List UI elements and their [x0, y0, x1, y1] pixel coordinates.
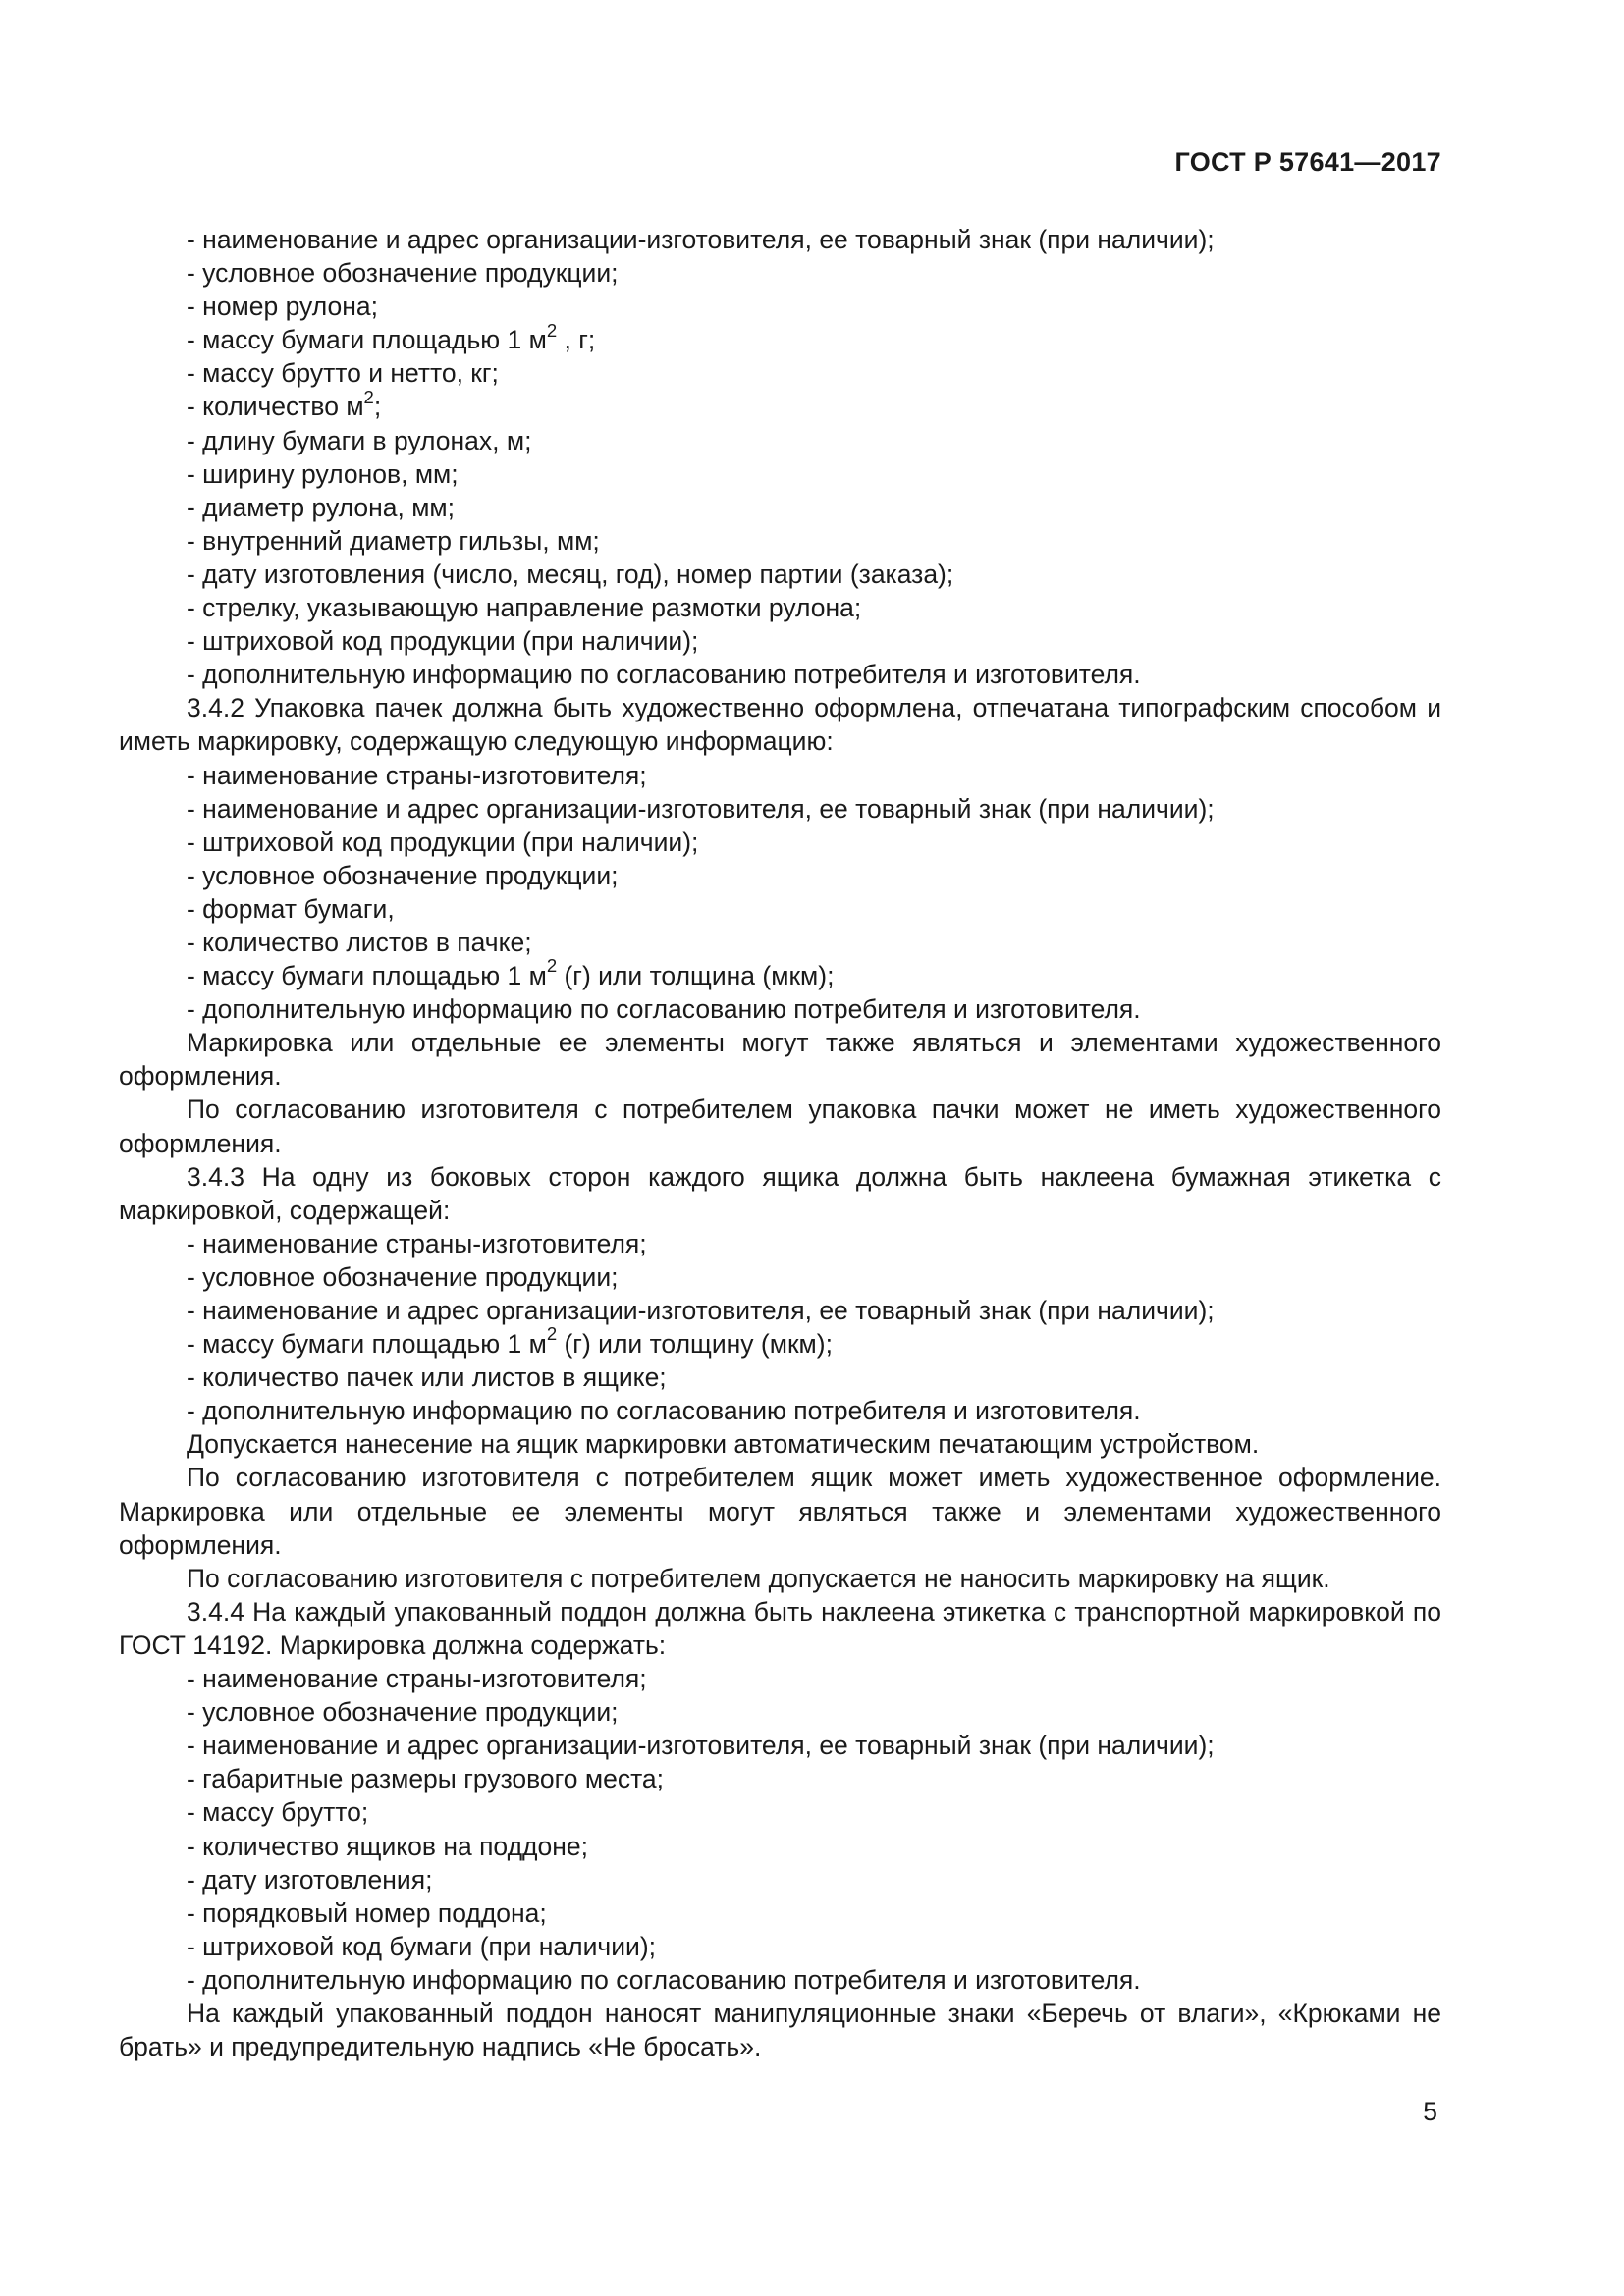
marking-list-pack	[119, 759, 1441, 1027]
list-item: - наименование страны-изготовителя;	[187, 760, 647, 790]
list-item: - номер рулона;	[187, 292, 378, 322]
list-item: - массу бумаги площадью 1 $м^2$ (г) или толщину (мкм);	[187, 1323, 833, 1360]
section-intro: 3.4.2 Упаковка пачек должна быть художественно оформлена, отпечатана типографским способом и иметь маркировку, содержащую следующую информацию:	[119, 693, 1441, 757]
list-item: - количество $м^2$;	[187, 386, 382, 422]
list-item: - условное обозначение продукции;	[187, 258, 619, 289]
list-item: - условное обозначение продукции;	[187, 1261, 619, 1292]
marking-list-box	[119, 1227, 1441, 1428]
list-item: - габаритные размеры грузового места;	[187, 1764, 665, 1794]
list-item: - дополнительную информацию по согласованию потребителя и изготовителя.	[187, 994, 1141, 1025]
list-item: - дату изготовления (число, месяц, год), номер партии (заказа);	[187, 559, 954, 589]
list-item: - дополнительную информацию по согласованию потребителя и изготовителя.	[187, 660, 1141, 690]
list-item: - внутренний диаметр гильзы, мм;	[187, 525, 600, 556]
paragraph: Допускается нанесение на ящик маркировки автоматическим печатающим устройством.	[187, 1429, 1260, 1460]
list-item: - массу бумаги площадью 1 $м^2$ (г) или толщина (мкм);	[187, 955, 835, 991]
list-item: - порядковый номер поддона;	[187, 1897, 547, 1928]
paragraph: Маркировка или отдельные ее элементы могут также являться и элементами художественного оформления.	[119, 1028, 1441, 1092]
list-item: - массу брутто и нетто, кг;	[187, 358, 499, 389]
list-item: - условное обозначение продукции;	[187, 860, 619, 890]
list-item: - диаметр рулона, мм;	[187, 492, 456, 522]
superscript: 2	[546, 319, 558, 341]
paragraph: На каждый упакованный поддон наносят манипуляционные знаки «Беречь от влаги», «Крюками не брать» и предупредительную надпись «Не бросать».	[119, 1998, 1441, 2062]
list-item: - количество пачек или листов в ящике;	[187, 1362, 667, 1393]
section-intro: 3.4.4 На каждый упакованный поддон должна быть наклеена этикетка с транспортной маркировкой по ГОСТ 14192. Маркировка должна содержать:	[119, 1596, 1441, 1660]
list-item: - наименование и адрес организации-изготовителя, ее товарный знак (при наличии);	[187, 225, 1215, 254]
list-item: - стрелку, указывающую направление размотки рулона;	[187, 593, 862, 623]
list-item: - ширину рулонов, мм;	[187, 458, 459, 489]
list-item: - наименование и адрес организации-изготовителя, ее товарный знак (при наличии);	[187, 1731, 1215, 1761]
superscript: 2	[546, 1323, 558, 1345]
paragraph: По согласованию изготовителя с потребителем упаковка пачки может не иметь художественного оформления.	[119, 1095, 1441, 1158]
list-item: - наименование страны-изготовителя;	[187, 1228, 647, 1258]
list-item: - дополнительную информацию по согласованию потребителя и изготовителя.	[187, 1396, 1141, 1426]
section-3-4-4	[119, 1595, 1441, 2063]
section-3-4-3	[119, 1160, 1441, 1595]
list-item: - количество ящиков на поддоне;	[187, 1831, 588, 1861]
paragraph: По согласованию изготовителя с потребителем допускается не наносить маркировку на ящик.	[187, 1563, 1330, 1593]
list-item: - массу брутто;	[187, 1797, 369, 1828]
document-body	[119, 223, 1441, 2063]
section-intro: 3.4.3 На одну из боковых сторон каждого ящика должна быть наклеена бумажная этикетка с маркировкой, содержащей:	[119, 1161, 1441, 1225]
paragraph: По согласованию изготовителя с потребителем ящик может иметь художественное оформление. Маркировка или отдельные ее элементы могут являться также и элементами художественного оформления.	[119, 1463, 1441, 1560]
list-item: - наименование и адрес организации-изготовителя, ее товарный знак (при наличии);	[187, 1296, 1215, 1325]
superscript: 2	[546, 955, 558, 977]
list-item: - дату изготовления;	[187, 1864, 433, 1895]
document-header: ГОСТ Р 57641—2017	[1174, 147, 1441, 177]
list-item: - количество листов в пачке;	[187, 927, 532, 957]
list-item: - наименование страны-изготовителя;	[187, 1664, 647, 1694]
marking-list-pallet	[119, 1662, 1441, 1997]
list-item: - штриховой код продукции (при наличии);	[187, 827, 699, 857]
section-3-4-2	[119, 691, 1441, 1159]
superscript: 2	[363, 386, 374, 407]
marking-list-roll	[119, 223, 1441, 691]
list-item: - штриховой код продукции (при наличии);	[187, 626, 699, 657]
page-number: 5	[1423, 2097, 1437, 2126]
list-item: - формат бумаги,	[187, 893, 395, 924]
list-item: - массу бумаги площадью 1 $м^2$ , г;	[187, 319, 596, 355]
list-item: - штриховой код бумаги (при наличии);	[187, 1931, 657, 1961]
list-item: - длину бумаги в рулонах, м;	[187, 425, 532, 455]
list-item: - условное обозначение продукции;	[187, 1697, 619, 1728]
list-item: - наименование и адрес организации-изготовителя, ее товарный знак (при наличии);	[187, 793, 1215, 824]
list-item: - дополнительную информацию по согласованию потребителя и изготовителя.	[187, 1964, 1141, 1995]
